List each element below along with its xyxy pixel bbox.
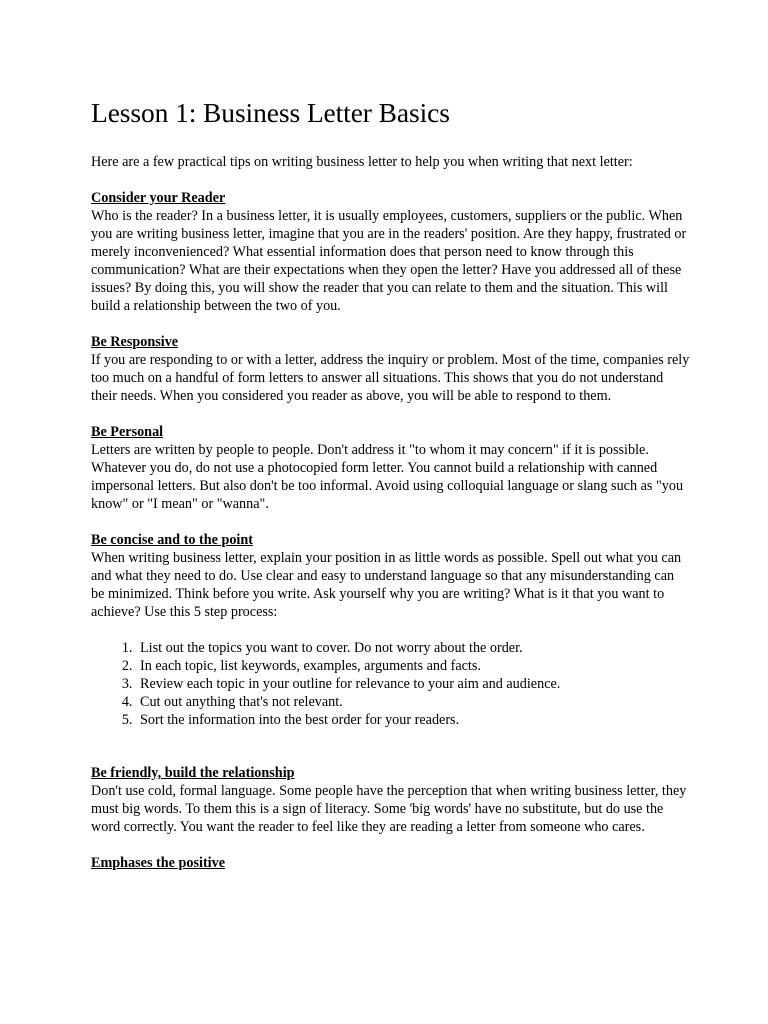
section-heading: Be Personal xyxy=(91,424,164,440)
intro-paragraph: Here are a few practical tips on writing business letter to help you when writing that next letter: xyxy=(91,154,633,170)
section-heading: Be Responsive xyxy=(91,334,179,350)
list-item: 5. Sort the information into the best order for your readers. xyxy=(136,711,691,729)
section-heading: Be friendly, build the relationship xyxy=(91,765,295,781)
section-body: Letters are written by people to people. Don't address it "to whom it may concern" if it is possible. Whatever you do, do not use a photocopied form letter. You cannot build a relationship with canned impersonal letters. But also don't be too informal. Avoid using colloquial language or slang such as "you know" or "I mean" or "wanna". xyxy=(91,442,684,512)
list-item: 4. Cut out anything that's not relevant. xyxy=(136,693,691,711)
section-consider-reader xyxy=(91,189,691,315)
step-list xyxy=(91,639,691,729)
document-title: Lesson 1: Business Letter Basics xyxy=(91,97,450,128)
section-be-friendly xyxy=(91,764,691,836)
list-item: 3. Review each topic in your outline for relevance to your aim and audience. xyxy=(136,675,691,693)
section-be-responsive xyxy=(91,333,691,405)
list-item: 1. List out the topics you want to cover. Do not worry about the order. xyxy=(136,639,691,657)
section-be-concise xyxy=(91,531,691,729)
section-heading: Be concise and to the point xyxy=(91,532,253,548)
section-be-personal xyxy=(91,423,691,513)
section-body: If you are responding to or with a letter, address the inquiry or problem. Most of the time, companies rely too much on a handful of form letters to answer all situations. This shows that you do not understand their needs. When you considered you reader as above, you will be able to respond to them. xyxy=(91,352,690,404)
section-body: Don't use cold, formal language. Some people have the perception that when writing business letter, they must big words. To them this is a sign of literacy. Some 'big words' have no substitute, but do use the word correctly. You want the reader to feel like they are reading a letter from someone who cares. xyxy=(91,783,687,835)
section-heading: Consider your Reader xyxy=(91,190,226,206)
section-body: When writing business letter, explain your position in as little words as possible. Spell out what you can and what they need to do. Use clear and easy to understand language so that any misunderstanding can be minimized. Think before you write. Ask yourself why you are writing? What is it that you want to achieve? Use this 5 step process: xyxy=(91,550,682,620)
list-item: 2. In each topic, list keywords, examples, arguments and facts. xyxy=(136,657,691,675)
document-page xyxy=(91,96,691,872)
section-heading: Emphases the positive xyxy=(91,855,226,871)
section-body: Who is the reader? In a business letter, it is usually employees, customers, suppliers or the public. When you are writing business letter, imagine that you are in the readers' position. Are they happy, frustrated or merely inconvenienced? What essential information does that person need to know through this communication? What are their expectations when they open the letter? Have you addressed all of these issues? By doing this, you will show the reader that you can relate to them and the situation. This will build a relationship between the two of you. xyxy=(91,208,687,314)
section-emphases-positive xyxy=(91,854,691,872)
